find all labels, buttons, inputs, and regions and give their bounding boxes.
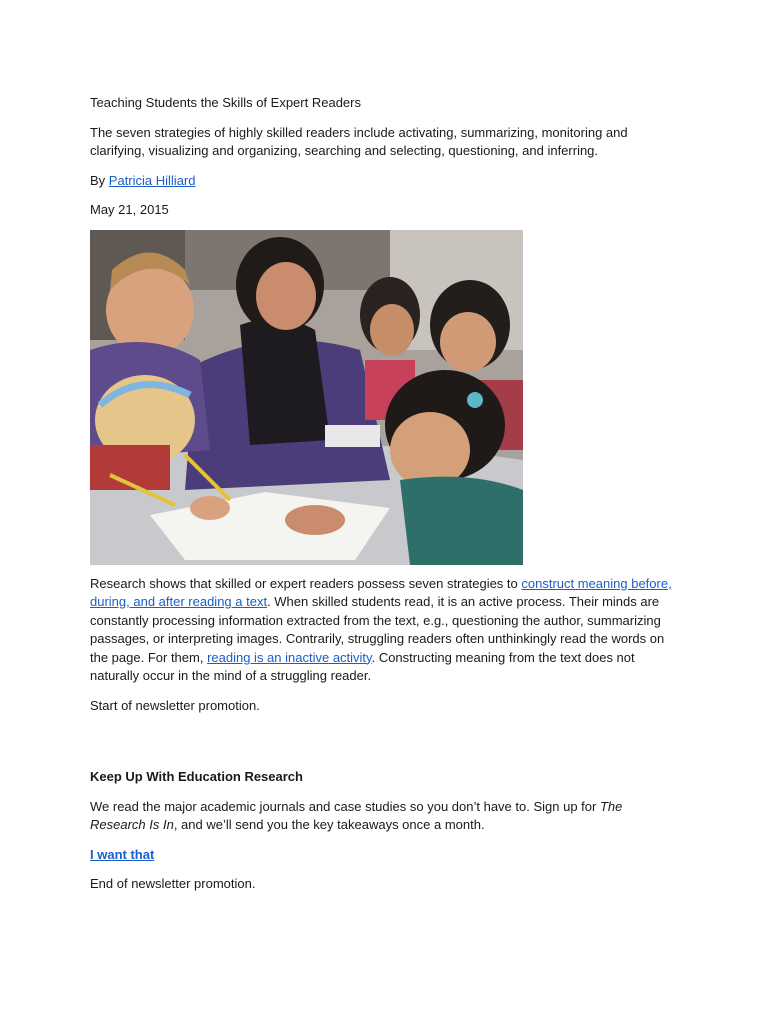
newsletter-name: The Research Is In	[90, 798, 623, 832]
byline-prefix: By	[90, 172, 109, 188]
body-text-part2: . When skilled students read, it is an active process. Their minds are constantly processing information extracted from the text, e.g., questioning the author, summarizing passages, or interpreting images. Contrarily, struggling readers often unthinkingly read the words on the page. For them,	[90, 594, 665, 665]
newsletter-end-label: End of newsletter promotion.	[90, 876, 256, 891]
author-link[interactable]: Patricia Hilliard	[108, 172, 196, 188]
inactive-activity-link[interactable]: reading is an inactive activity	[207, 649, 372, 665]
article-photo	[90, 230, 523, 565]
article-subtitle: The seven strategies of highly skilled readers include activating, summarizing, monitoring and clarifying, visualizing and organizing, searching and selecting, questioning, and inferring.	[90, 124, 628, 158]
article-body	[90, 575, 680, 686]
newsletter-start-label: Start of newsletter promotion.	[90, 697, 260, 713]
newsletter-heading: Keep Up With Education Research	[90, 769, 303, 784]
article-page	[90, 94, 680, 894]
newsletter-text-part1: We read the major academic journals and case studies so you don’t have to. Sign up for	[90, 798, 600, 814]
body-text-part3: . Constructing meaning from the text does not naturally occur in the mind of a struggling reader.	[90, 649, 635, 683]
newsletter-text-part2: , and we’ll send you the key takeaways once a month.	[173, 817, 485, 832]
byline	[90, 172, 680, 191]
newsletter-signup-link[interactable]: I want that	[90, 846, 155, 862]
publish-date: May 21, 2015	[90, 202, 169, 217]
newsletter-cta-wrapper	[90, 846, 680, 865]
body-text-part1: Research shows that skilled or expert readers possess seven strategies to	[90, 575, 522, 591]
article-title: Teaching Students the Skills of Expert Readers	[90, 95, 361, 110]
construct-meaning-link[interactable]: construct meaning before, during, and after reading a text	[90, 575, 672, 609]
newsletter-description	[90, 798, 680, 835]
